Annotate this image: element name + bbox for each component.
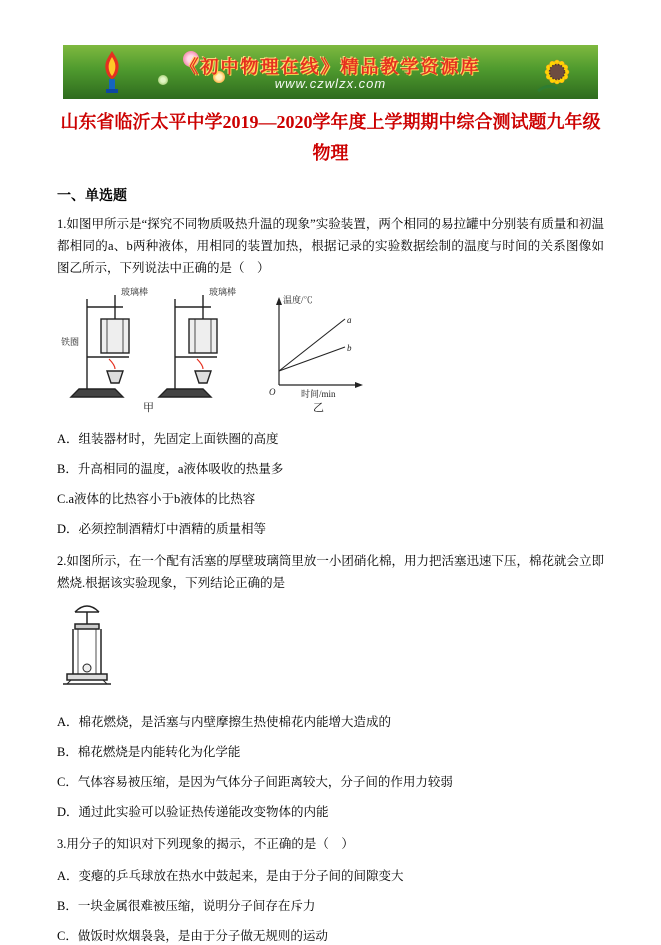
q1-graph-line-a-label: a [347,315,352,325]
q2-option-d: D．通过此实验可以验证热传递能改变物体的内能 [57,805,329,819]
banner-title: 《初中物理在线》精品教学资源库 [180,57,481,77]
q1-label-jia: 甲 [143,402,154,414]
doc-title-line1: 山东省临沂太平中学2019—2020学年度上学期期中综合测试题九年级 [60,112,601,132]
q1-figure [57,285,604,418]
q3-option-c: C．做饭时炊烟袅袅，是由于分子做无规则的运动 [57,929,328,943]
q1-label-iron-ring: 铁圈 [61,337,80,347]
header-banner [63,45,598,99]
q1-graph-origin: O [269,387,276,397]
section-heading: 一、单选题 [57,189,127,204]
q2-stem: 2.如图所示，在一个配有活塞的厚壁玻璃筒里放一小团硝化棉，用力把活塞迅速下压，棉花就会立即燃烧.根据该实验现象，下列结论正确的是 [57,554,604,590]
q1-stem: 1.如图甲所示是“探究不同物质吸热升温的现象”实验装置，两个相同的易拉罐中分别装有质量和初温都相同的a、b两种液体，用相同的装置加热，根据记录的实验数据绘制的温度与时间的关系图像如图乙所示，下列说法中正确的是（ ） [57,217,604,275]
q1-option-d: D．必须控制酒精灯中酒精的质量相等 [57,522,267,536]
banner-url: www.czwlzx.com [274,76,387,91]
q2-option-c: C．气体容易被压缩，是因为气体分子间距离较大，分子间的作用力较弱 [57,775,453,789]
q1-label-glass-rod-1: 玻璃棒 [121,287,149,297]
q1-graph-line-b-label: b [347,343,352,353]
q1-stand-1 [71,295,129,397]
q1-figure-svg [57,285,367,413]
q1-option-a: A．组装器材时，先固定上面铁圈的高度 [57,432,279,446]
q2-fire-syringe [63,606,111,684]
q2-option-a: A．棉花燃烧，是活塞与内壁摩擦生热使棉花内能增大造成的 [57,715,392,729]
q1-graph-ylabel: 温度/℃ [283,295,313,305]
q1-option-c: C.a液体的比热容小于b液体的比热容 [57,492,256,506]
q2-figure-svg [57,600,117,696]
q1-label-yi: 乙 [313,402,324,414]
doc-title-line2: 物理 [312,143,349,163]
q1-stand-2 [159,295,217,397]
q2-figure [57,600,604,701]
q2-option-b: B．棉花燃烧是内能转化为化学能 [57,745,241,759]
q1-graph-xlabel: 时间/min [301,389,336,399]
q3-option-b: B．一块金属很难被压缩，说明分子间存在斥力 [57,899,316,913]
q1-label-glass-rod-2: 玻璃棒 [209,287,237,297]
q3-option-a: A．变瘪的乒乓球放在热水中鼓起来，是由于分子间的间隙变大 [57,869,404,883]
q3-stem: 3.用分子的知识对下列现象的揭示，不正确的是（ ） [57,837,354,851]
q1-option-b: B．升高相同的温度，a液体吸收的热量多 [57,462,284,476]
